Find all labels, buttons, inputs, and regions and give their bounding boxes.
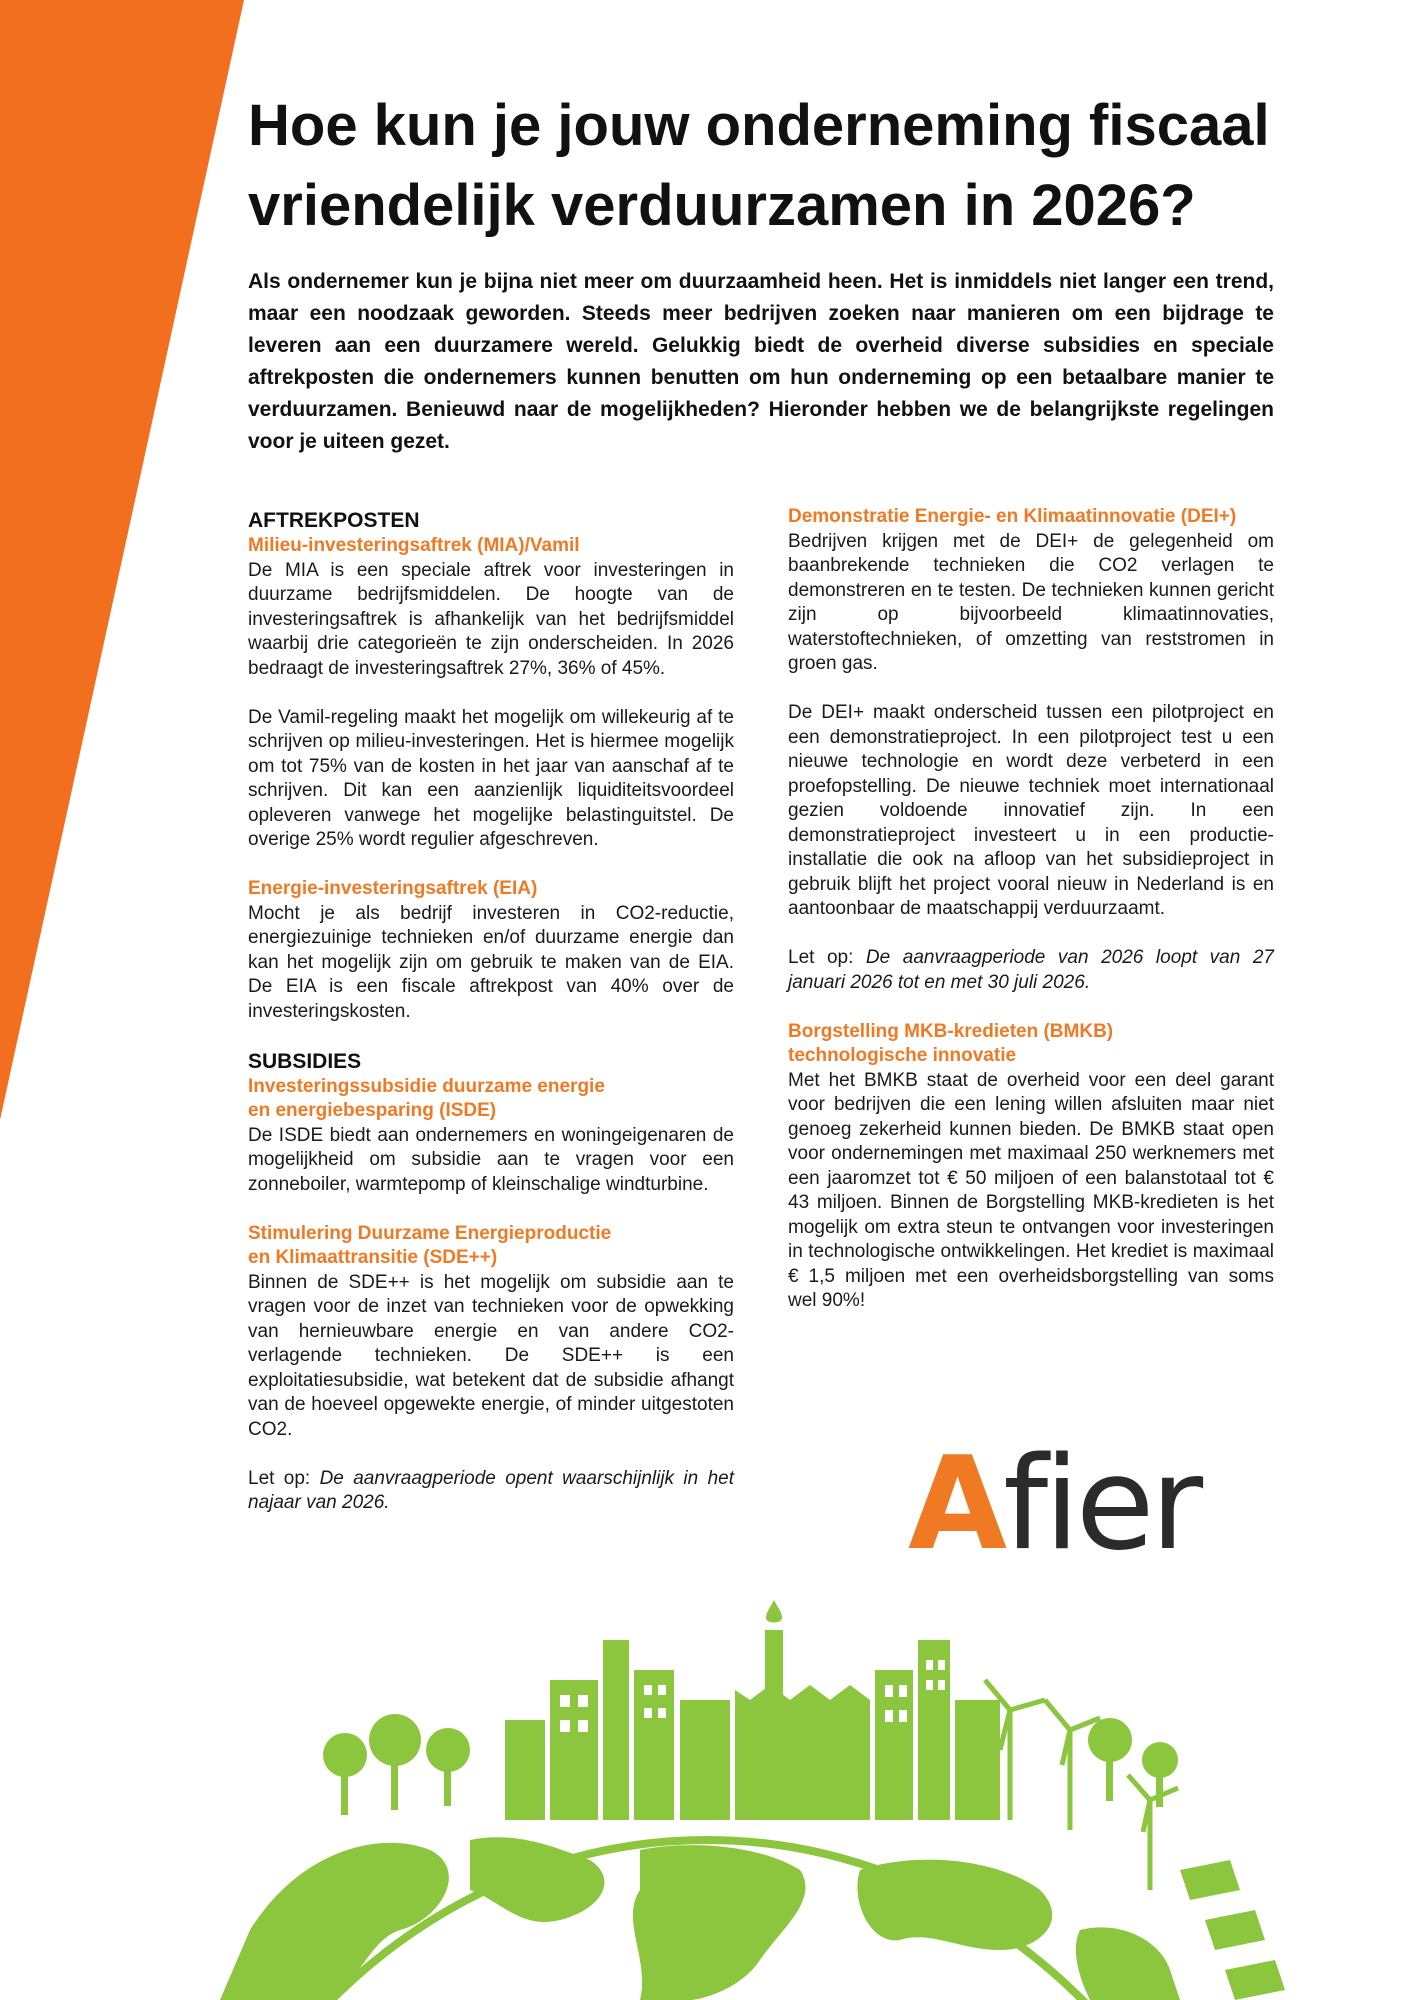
sde-note-label: Let op: [248, 1467, 320, 1489]
bmkb-heading-line-2: technologische innovatie [788, 1045, 1017, 1066]
mia-heading: Milieu-investeringsaftrek (MIA)/Vamil [248, 535, 580, 556]
sde-note [248, 1467, 734, 1516]
logo-rest: fier [1003, 1430, 1200, 1579]
subsidies-heading: SUBSIDIES [248, 1049, 362, 1073]
vamil-text: De Vamil-regeling maakt het mogelijk om willekeurig af te schrijven op milieu-investeringen. Het is hiermee mogelijk om tot 75% van de kosten in het jaar van aanschaf af te schrijven. Dit kan een aanzienlijk liquiditeitsvoordeel opleveren vanwege het mogelijke belastinguitstel. De overige 25% wordt regulier afgeschreven. [248, 706, 734, 850]
right-column [788, 505, 1274, 1314]
mia-text: De MIA is een speciale aftrek voor investeringen in duurzame bedrijfsmiddelen. De hoogte van de investeringsaftrek is afhankelijk van het bedrijfsmiddel waarbij drie categorieën te zijn onderscheiden. In 2026 bedraagt de investeringsaftrek 27%, 36% of 45%. [248, 559, 734, 679]
isde-heading-line-2: en energiebesparing (ISDE) [248, 1100, 497, 1121]
dei-note-text: De aanvraagperiode van 2026 loopt van 27 januari 2026 tot en met 30 juli 2026. [788, 947, 1274, 993]
aftrekposten-heading: AFTREKPOSTEN [248, 509, 420, 532]
dei-heading: Demonstratie Energie- en Klimaatinnovatie (DEI+) [788, 506, 1237, 527]
dei-text-1: Bedrijven krijgen met de DEI+ de gelegenheid om baanbrekende technieken die CO2 verlagen te demonstreren en te testen. De technieken kunnen gericht zijn op bijvoorbeeld klimaatinnovaties, waterstoftechnieken, of omzetting van reststromen in groen gas. [788, 530, 1274, 674]
eia-heading: Energie-investeringsaftrek (EIA) [248, 878, 538, 899]
sde-heading-line-2: en Klimaattransitie (SDE++) [248, 1247, 498, 1268]
dei-note [788, 946, 1274, 995]
bmkb-text: Met het BMKB staat de overheid voor een deel garant voor bedrijven die een lening willen afsluiten maar niet genoeg zekerheid kunnen bieden. De BMKB staat open voor ondernemingen met maximaal 250 werknemers met een jaaromzet tot € 50 miljoen of een balanstotaal tot € 43 miljoen. Binnen de Borgstelling MKB-kredieten is het mogelijk om extra steun te ontvangen voor investeringen in technologische ontwikkelingen. Het krediet is maximaal € 1,5 miljoen met een overheidsborgstelling van soms wel 90%! [788, 1069, 1274, 1311]
intro-paragraph: Als ondernemer kun je bijna niet meer om duurzaamheid heen. Het is inmiddels niet langer een trend, maar een noodzaak geworden. Steeds meer bedrijven zoeken naar manieren om een bijdrage te leveren aan een duurzamere wereld. Gelukkig biedt de overheid diverse subsidies en speciale aftrekposten die ondernemers kunnen benutten om hun onderneming op een betaalbare manier te verduurzamen. Benieuwd naar de mogelijkheden? Hieronder hebben we de belangrijkste regelingen voor je uiteen gezet. [248, 270, 1274, 453]
left-column [248, 508, 734, 1516]
sde-heading-line-1: Stimulering Duurzame Energieproductie [248, 1222, 612, 1244]
dei-note-label: Let op: [788, 947, 866, 968]
sde-note-text: De aanvraagperiode opent waarschijnlijk in het najaar van 2026. [248, 1467, 734, 1513]
green-earth-city-icon [0, 1600, 1414, 2000]
sde-text: Binnen de SDE++ is het mogelijk om subsidie aan te vragen voor de inzet van technieken voor de opwekking van hernieuwbare energie en van andere CO2- verlagende technieken. De SDE++ is een exploitatiesubsidie, wat betekent dat de subsidie afhangt van de hoeveel opgewekte energie, of minder uitgestoten CO2. [248, 1271, 734, 1440]
logo-letter-a: A [908, 1430, 1004, 1579]
afier-logo [908, 1430, 1199, 1580]
page-title: Hoe kun je jouw onderneming fiscaal vriendelijk verduurzamen in 2026? [248, 93, 1270, 238]
isde-text: De ISDE biedt aan ondernemers en woningeigenaren de mogelijkheid om subsidie aan te vragen voor een zonneboiler, warmtepomp of kleinschalige windturbine. [248, 1124, 734, 1195]
orange-stripe-decoration [0, 0, 260, 1120]
isde-heading-line-1: Investeringssubsidie duurzame energie [248, 1075, 605, 1097]
eia-text: Mocht je als bedrijf investeren in CO2-reductie, energiezuinige technieken en/of duurzame energie dan kan het mogelijk zijn om gebruik te maken van de EIA. De EIA is een fiscale aftrekpost van 40% over de investeringskosten. [248, 902, 734, 1022]
bmkb-heading-line-1: Borgstelling MKB-kredieten (BMKB) [788, 1020, 1114, 1042]
dei-text-2: De DEI+ maakt onderscheid tussen een pilotproject en een demonstratieproject. In een pilotproject test u een nieuwe technologie en wordt deze verbeterd in een proefopstelling. De nieuwe techniek moet internationaal gezien voldoende innovatief zijn. In een demonstratieproject investeert u in een productie-installatie die ook na afloop van het subsidieproject in gebruik blijft het project vooral nieuw in Nederland is en aantoonbaar de maatschappij verduurzaamt. [788, 702, 1274, 919]
